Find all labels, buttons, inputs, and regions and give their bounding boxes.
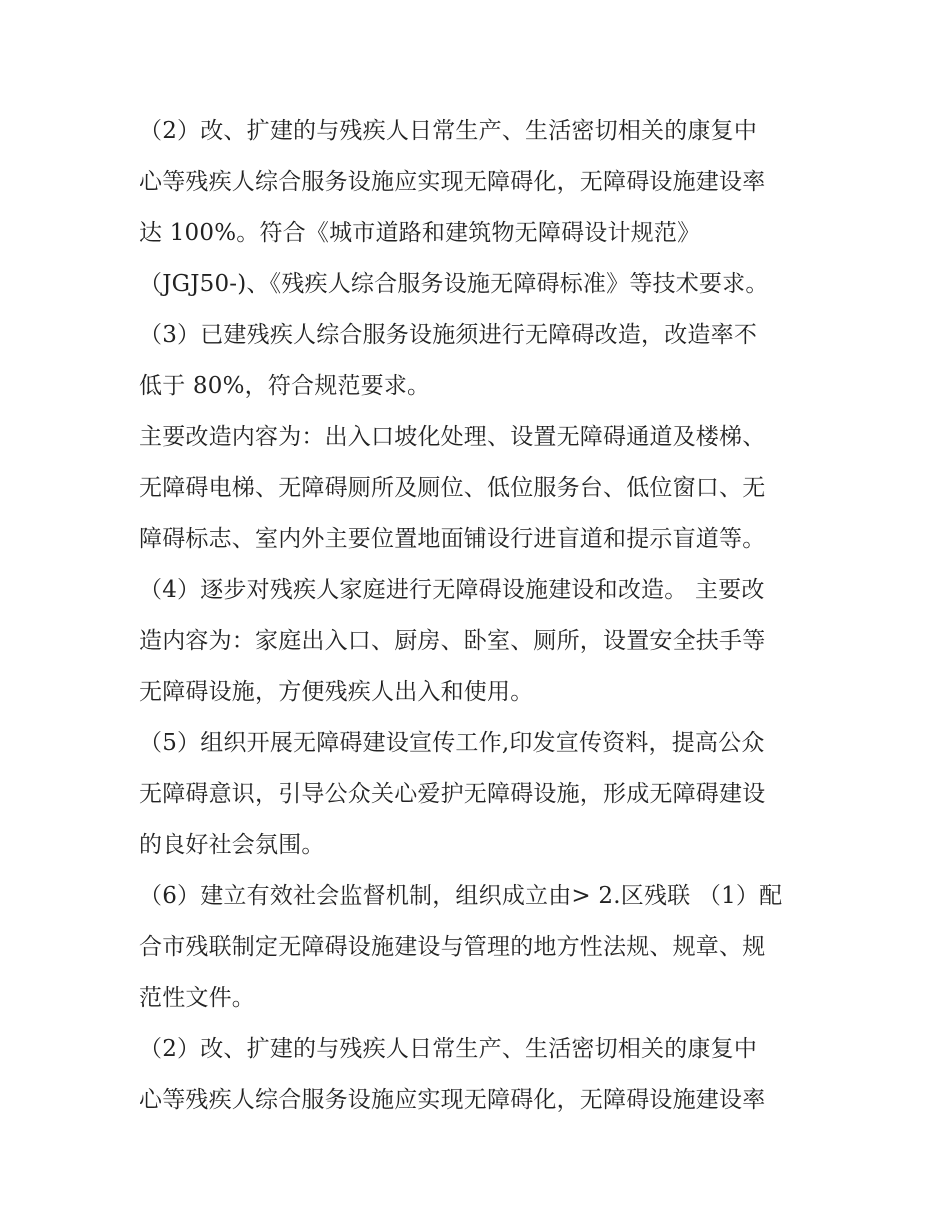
text-line: （6）建立有效社会监督机制，组织成立由> 2.区残联 （1）配 [139, 883, 783, 909]
text-line: （JGJ50-)、《残疾人综合服务设施无障碍标准》等技术要求。 [139, 271, 769, 297]
text-line: （2）改、扩建的与残疾人日常生产、生活密切相关的康复中 [139, 1036, 758, 1062]
paragraph-2-renovation-standards [139, 106, 819, 310]
text-line: 心等残疾人综合服务设施应实现无障碍化，无障碍设施建设率 [139, 169, 766, 195]
paragraph-6-supervision [139, 871, 819, 1024]
text-line: （4）逐步对残疾人家庭进行无障碍设施建设和改造。 主要改 [139, 577, 765, 603]
text-line: 的良好社会氛围。 [139, 832, 325, 858]
text-line: 心等残疾人综合服务设施应实现无障碍化，无障碍设施建设率 [139, 1087, 766, 1113]
text-line: 达 100%。符合《城市道路和建筑物无障碍设计规范》 [139, 220, 701, 246]
paragraph-5-publicity [139, 718, 819, 871]
paragraph-main-renovation-content [139, 412, 819, 565]
text-line: 合市残联制定无障碍设施建设与管理的地方性法规、规章、规 [139, 934, 766, 960]
text-line: 造内容为：家庭出入口、厨房、卧室、厕所，设置安全扶手等 [139, 628, 766, 654]
text-line: （2）改、扩建的与残疾人日常生产、生活密切相关的康复中 [139, 118, 758, 144]
text-line: （5）组织开展无障碍建设宣传工作,印发宣传资料，提高公众 [139, 730, 765, 756]
document-body [139, 106, 819, 1126]
paragraph-2-repeated [139, 1024, 819, 1126]
text-line: 无障碍意识，引导公众关心爱护无障碍设施，形成无障碍建设 [139, 781, 766, 807]
text-line: 范性文件。 [139, 985, 255, 1011]
text-line: 障碍标志、室内外主要位置地面铺设行进盲道和提示盲道等。 [139, 526, 766, 552]
text-line: （3）已建残疾人综合服务设施须进行无障碍改造，改造率不 [139, 322, 758, 348]
text-line: 无障碍电梯、无障碍厕所及厕位、低位服务台、低位窗口、无 [139, 475, 766, 501]
text-line: 无障碍设施，方便残疾人出入和使用。 [139, 679, 534, 705]
text-line: 低于 80%，符合规范要求。 [139, 373, 431, 399]
paragraph-3-existing-facilities [139, 310, 819, 412]
paragraph-4-home-renovation [139, 565, 819, 718]
text-line: 主要改造内容为：出入口坡化处理、设置无障碍通道及楼梯、 [139, 424, 766, 450]
